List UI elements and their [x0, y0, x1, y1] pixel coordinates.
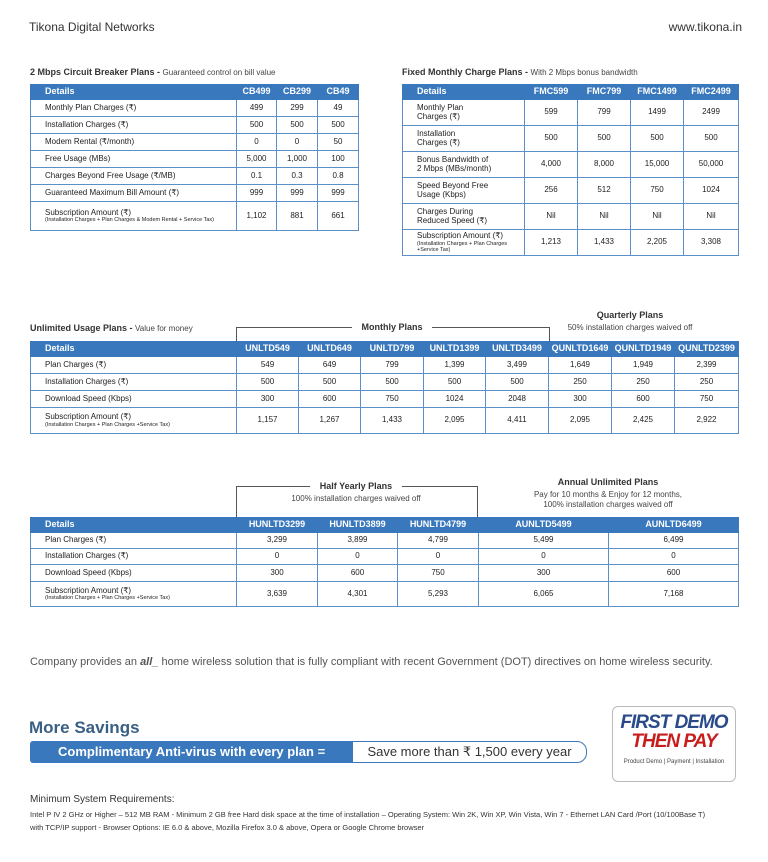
table-row	[31, 185, 359, 202]
row-label-text-2: Reduced Speed (₹)	[417, 215, 488, 225]
requirements-title: Minimum System Requirements:	[30, 794, 175, 805]
logo-tagline: Product Demo | Payment | Installation	[623, 759, 725, 765]
cell-value: 2,095	[549, 408, 612, 434]
fmc-header-fmc599: FMC599	[525, 85, 578, 100]
requirements-line2: with TCP/IP support - Browser Options: IE 6.0 & above, Mozilla Firefox 3.0 & above, Opera or Google Chrome browser	[30, 823, 425, 832]
cell-value: 300	[479, 565, 609, 582]
row-label	[31, 408, 237, 434]
cell-value: 1,433	[578, 230, 631, 256]
half-header-aunltd5499: AUNLTD5499	[479, 518, 609, 533]
unltd-header-unltd649: UNLTD649	[299, 342, 361, 357]
quarterly-plans-sub: 50% installation charges waived off	[567, 323, 693, 332]
cell-value: 500	[424, 374, 486, 391]
cell-value: 1024	[424, 391, 486, 408]
annual-plans-sub2: 100% installation charges waived off	[543, 500, 673, 509]
cb-header-cb49: CB49	[318, 85, 359, 100]
more-savings-title: More Savings	[29, 718, 140, 737]
row-label	[31, 134, 237, 151]
row-label	[31, 549, 237, 565]
table-row	[403, 204, 739, 230]
cell-value: 799	[361, 357, 424, 374]
cell-value: 15,000	[631, 152, 684, 178]
table-row	[31, 117, 359, 134]
annual-plans-label: Annual Unlimited Plans	[557, 477, 659, 487]
row-label	[403, 126, 525, 152]
cell-value: 4,301	[318, 582, 398, 607]
cell-value: 0	[318, 549, 398, 565]
cell-value: 999	[277, 185, 318, 202]
cell-value: 1024	[684, 178, 739, 204]
row-label	[403, 230, 525, 256]
cell-value: 1,949	[612, 357, 675, 374]
company-note-post: home wireless solution that is fully compliant with recent Government (DOT) directives on home wireless security.	[158, 656, 713, 668]
row-label-text: Subscription Amount (₹)	[417, 231, 504, 241]
cb-header-details: Details	[31, 85, 237, 100]
row-label-text-2: Usage (Kbps)	[417, 189, 466, 199]
half-yearly-label: Half Yearly Plans	[310, 481, 402, 491]
cell-value: 50	[318, 134, 359, 151]
row-note: (Installation Charges + Plan Charges & Modem Rental + Service Tax)	[45, 217, 214, 224]
cell-value: 5,499	[479, 533, 609, 549]
cell-value: 600	[609, 565, 739, 582]
cell-value: 500	[299, 374, 361, 391]
cell-value: 500	[318, 117, 359, 134]
cell-value: 3,899	[318, 533, 398, 549]
row-label-text-2: Charges (₹)	[417, 137, 460, 147]
fmc-title-text: Fixed Monthly Charge Plans -	[402, 67, 531, 77]
table-row	[403, 178, 739, 204]
table-row	[31, 374, 739, 391]
cell-value: 500	[486, 374, 549, 391]
cell-value: 500	[237, 374, 299, 391]
cb-title	[30, 67, 276, 77]
row-label	[31, 582, 237, 607]
cell-value: 1,267	[299, 408, 361, 434]
cell-value: 250	[675, 374, 739, 391]
row-label-text-2: Charges (₹)	[417, 111, 460, 121]
cell-value: 500	[525, 126, 578, 152]
unltd-header-qunltd2399: QUNLTD2399	[675, 342, 739, 357]
unltd-header-details: Details	[31, 342, 237, 357]
half-header-aunltd6499: AUNLTD6499	[609, 518, 739, 533]
row-label	[403, 178, 525, 204]
cell-value: 0	[277, 134, 318, 151]
half-header-hunltd3899: HUNLTD3899	[318, 518, 398, 533]
unlimited-plans-table	[30, 341, 739, 434]
cb-plans-table	[30, 84, 359, 231]
cell-value: 4,799	[398, 533, 479, 549]
cb-subtitle: Guaranteed control on bill value	[162, 68, 276, 77]
cell-value: 100	[318, 151, 359, 168]
table-row	[31, 533, 739, 549]
row-label-text: Installation Charges (₹)	[45, 551, 129, 561]
table-row	[31, 202, 359, 231]
row-label	[31, 391, 237, 408]
cell-value: 300	[237, 565, 318, 582]
cell-value: 0	[609, 549, 739, 565]
table-row	[31, 357, 739, 374]
cell-value: 750	[675, 391, 739, 408]
cell-value: 750	[361, 391, 424, 408]
fmc-header-fmc1499: FMC1499	[631, 85, 684, 100]
cell-value: 0.1	[237, 168, 277, 185]
cell-value: 300	[237, 391, 299, 408]
cell-value: 1,433	[361, 408, 424, 434]
cell-value: 1,649	[549, 357, 612, 374]
table-row	[403, 152, 739, 178]
cell-value: 1,000	[277, 151, 318, 168]
cell-value: Nil	[684, 204, 739, 230]
cb-header-cb299: CB299	[277, 85, 318, 100]
cell-value: 599	[525, 100, 578, 126]
cell-value: 0	[237, 134, 277, 151]
row-label-text-2: 2 Mbps (MBs/month)	[417, 163, 492, 173]
unltd-header-qunltd1949: QUNLTD1949	[612, 342, 675, 357]
antivirus-banner: Complimentary Anti-virus with every plan =	[30, 741, 352, 763]
row-label	[31, 533, 237, 549]
row-label-text: Plan Charges (₹)	[45, 359, 107, 369]
row-label	[403, 152, 525, 178]
cell-value: 799	[578, 100, 631, 126]
row-note: (Installation Charges + Plan Charges +Service Tax)	[45, 421, 170, 428]
table-row	[403, 100, 739, 126]
half-header-hunltd3299: HUNLTD3299	[237, 518, 318, 533]
cell-value: 3,299	[237, 533, 318, 549]
unltd-title	[30, 323, 193, 333]
website-url[interactable]: www.tikona.in	[668, 20, 742, 34]
cell-value: 1,399	[424, 357, 486, 374]
cell-value: 2,425	[612, 408, 675, 434]
row-label-text: Guaranteed Maximum Bill Amount (₹)	[45, 187, 180, 197]
unltd-header-qunltd1649: QUNLTD1649	[549, 342, 612, 357]
cell-value: 0	[237, 549, 318, 565]
cell-value: 300	[549, 391, 612, 408]
cell-value: 250	[612, 374, 675, 391]
row-label-text: Subscription Amount (₹)	[45, 207, 132, 217]
table-row	[31, 565, 739, 582]
row-label	[31, 357, 237, 374]
row-label-text: Charges During	[417, 206, 474, 216]
table-row	[31, 100, 359, 117]
cell-value: 0.8	[318, 168, 359, 185]
cell-value: 500	[631, 126, 684, 152]
table-row	[31, 582, 739, 607]
quarterly-plans-label: Quarterly Plans	[596, 310, 664, 320]
cell-value: 3,308	[684, 230, 739, 256]
half-header-details: Details	[31, 518, 237, 533]
logo-line1: FIRST DEMO	[620, 712, 728, 733]
cell-value: 256	[525, 178, 578, 204]
cell-value: 0	[479, 549, 609, 565]
row-label-text: Bonus Bandwidth of	[417, 154, 489, 164]
row-label-text: Subscription Amount (₹)	[45, 412, 132, 422]
cell-value: 1,102	[237, 202, 277, 231]
cell-value: 2,922	[675, 408, 739, 434]
row-label-text: Free Usage (MBs)	[45, 153, 111, 163]
cell-value: 600	[318, 565, 398, 582]
cell-value: 500	[237, 117, 277, 134]
row-label	[31, 374, 237, 391]
row-label	[31, 185, 237, 202]
unltd-header-unltd3499: UNLTD3499	[486, 342, 549, 357]
cell-value: 600	[612, 391, 675, 408]
first-demo-logo	[612, 706, 736, 782]
cell-value: 6,065	[479, 582, 609, 607]
half-yearly-sub: 100% installation charges waived off	[291, 494, 421, 503]
row-label-text: Installation Charges (₹)	[45, 376, 129, 386]
cell-value: 999	[237, 185, 277, 202]
table-row	[31, 151, 359, 168]
cell-value: 7,168	[609, 582, 739, 607]
cell-value: 4,000	[525, 152, 578, 178]
row-label-text: Subscription Amount (₹)	[45, 585, 132, 595]
cell-value: 8,000	[578, 152, 631, 178]
cb-header-cb499: CB499	[237, 85, 277, 100]
row-label-text: Modem Rental (₹/month)	[45, 136, 135, 146]
fmc-table-wrap	[402, 84, 739, 256]
cell-value: 1499	[631, 100, 684, 126]
save-amount-box: Save more than ₹ 1,500 every year	[352, 741, 587, 763]
cell-value: 250	[549, 374, 612, 391]
requirements-body	[30, 808, 750, 834]
cell-value: 750	[631, 178, 684, 204]
unltd-header-unltd799: UNLTD799	[361, 342, 424, 357]
cell-value: 1,157	[237, 408, 299, 434]
cell-value: 500	[578, 126, 631, 152]
cell-value: 2,399	[675, 357, 739, 374]
table-row	[31, 391, 739, 408]
cell-value: Nil	[631, 204, 684, 230]
cell-value: 49	[318, 100, 359, 117]
cell-value: 3,639	[237, 582, 318, 607]
table-row	[403, 126, 739, 152]
table-row	[31, 408, 739, 434]
unltd-header-unltd1399: UNLTD1399	[424, 342, 486, 357]
row-label	[31, 100, 237, 117]
cell-value: 6,499	[609, 533, 739, 549]
row-note: (Installation Charges + Plan Charges +Service Tax)	[45, 595, 170, 602]
row-label	[31, 168, 237, 185]
fmc-header-fmc799: FMC799	[578, 85, 631, 100]
row-label	[31, 151, 237, 168]
row-label-text: Download Speed (Kbps)	[45, 393, 132, 403]
cell-value: 50,000	[684, 152, 739, 178]
cell-value: 600	[299, 391, 361, 408]
logo-line2: THEN PAY	[631, 731, 717, 752]
fmc-header-details: Details	[403, 85, 525, 100]
table-row	[31, 134, 359, 151]
cell-value: 999	[318, 185, 359, 202]
cell-value: 512	[578, 178, 631, 204]
row-label-text: Speed Beyond Free	[417, 180, 489, 190]
row-label	[31, 202, 237, 231]
fmc-plans-table	[402, 84, 739, 256]
cell-value: 299	[277, 100, 318, 117]
cell-value: 881	[277, 202, 318, 231]
unltd-table-wrap	[30, 341, 739, 434]
cell-value: 0	[398, 549, 479, 565]
cell-value: 2048	[486, 391, 549, 408]
row-note: (Installation Charges + Plan Charges +Service Tax)	[417, 240, 508, 253]
cell-value: Nil	[578, 204, 631, 230]
table-row	[31, 549, 739, 565]
half-header-hunltd4799: HUNLTD4799	[398, 518, 479, 533]
row-label-text: Download Speed (Kbps)	[45, 567, 132, 577]
row-label-text: Charges Beyond Free Usage (₹/MB)	[45, 170, 176, 180]
cell-value: Nil	[525, 204, 578, 230]
monthly-plans-label: Monthly Plans	[352, 322, 432, 332]
row-label-text: Monthly Plan	[417, 102, 464, 112]
cell-value: 2499	[684, 100, 739, 126]
cell-value: 5,293	[398, 582, 479, 607]
row-label	[403, 204, 525, 230]
table-row	[31, 168, 359, 185]
cell-value: 750	[398, 565, 479, 582]
annual-plans-sub1: Pay for 10 months & Enjoy for 12 months,	[533, 490, 683, 499]
table-row	[403, 230, 739, 256]
cb-title-text: 2 Mbps Circuit Breaker Plans -	[30, 67, 163, 77]
company-note	[30, 656, 713, 668]
fmc-subtitle: With 2 Mbps bonus bandwidth	[530, 68, 638, 77]
unltd-title-text: Unlimited Usage Plans -	[30, 323, 136, 333]
row-label	[31, 117, 237, 134]
cell-value: 2,095	[424, 408, 486, 434]
cell-value: 549	[237, 357, 299, 374]
cell-value: 500	[277, 117, 318, 134]
company-note-pre: Company provides an	[30, 656, 141, 668]
half-table-wrap	[30, 517, 739, 607]
company-name: Tikona Digital Networks	[29, 20, 155, 34]
fmc-header-fmc2499: FMC2499	[684, 85, 739, 100]
cell-value: 3,499	[486, 357, 549, 374]
cell-value: 499	[237, 100, 277, 117]
row-label-text: Installation	[417, 128, 456, 138]
cell-value: 1,213	[525, 230, 578, 256]
cb-table-wrap	[30, 84, 359, 231]
fmc-title	[402, 67, 638, 77]
unltd-header-unltd549: UNLTD549	[237, 342, 299, 357]
row-label-text: Plan Charges (₹)	[45, 535, 107, 545]
cell-value: 500	[361, 374, 424, 391]
cell-value: 5,000	[237, 151, 277, 168]
cell-value: 661	[318, 202, 359, 231]
cell-value: 2,205	[631, 230, 684, 256]
row-label	[403, 100, 525, 126]
cell-value: 4,411	[486, 408, 549, 434]
row-label-text: Monthly Plan Charges (₹)	[45, 102, 137, 112]
row-label	[31, 565, 237, 582]
row-label-text: Installation Charges (₹)	[45, 119, 129, 129]
cell-value: 649	[299, 357, 361, 374]
requirements-line1: Intel P IV 2 GHz or Higher – 512 MB RAM - Minimum 2 GB free Hard disk space at the time of installation – Operating System: Win 2K, Win XP, Win Vista, Win 7 - Ethernet LAN Card /Port (10/100Base T)	[30, 810, 706, 819]
brand-logo-text: all_	[140, 656, 159, 668]
half-annual-plans-table	[30, 517, 739, 607]
cell-value: 500	[684, 126, 739, 152]
unltd-subtitle: Value for money	[135, 324, 193, 333]
cell-value: 0.3	[277, 168, 318, 185]
